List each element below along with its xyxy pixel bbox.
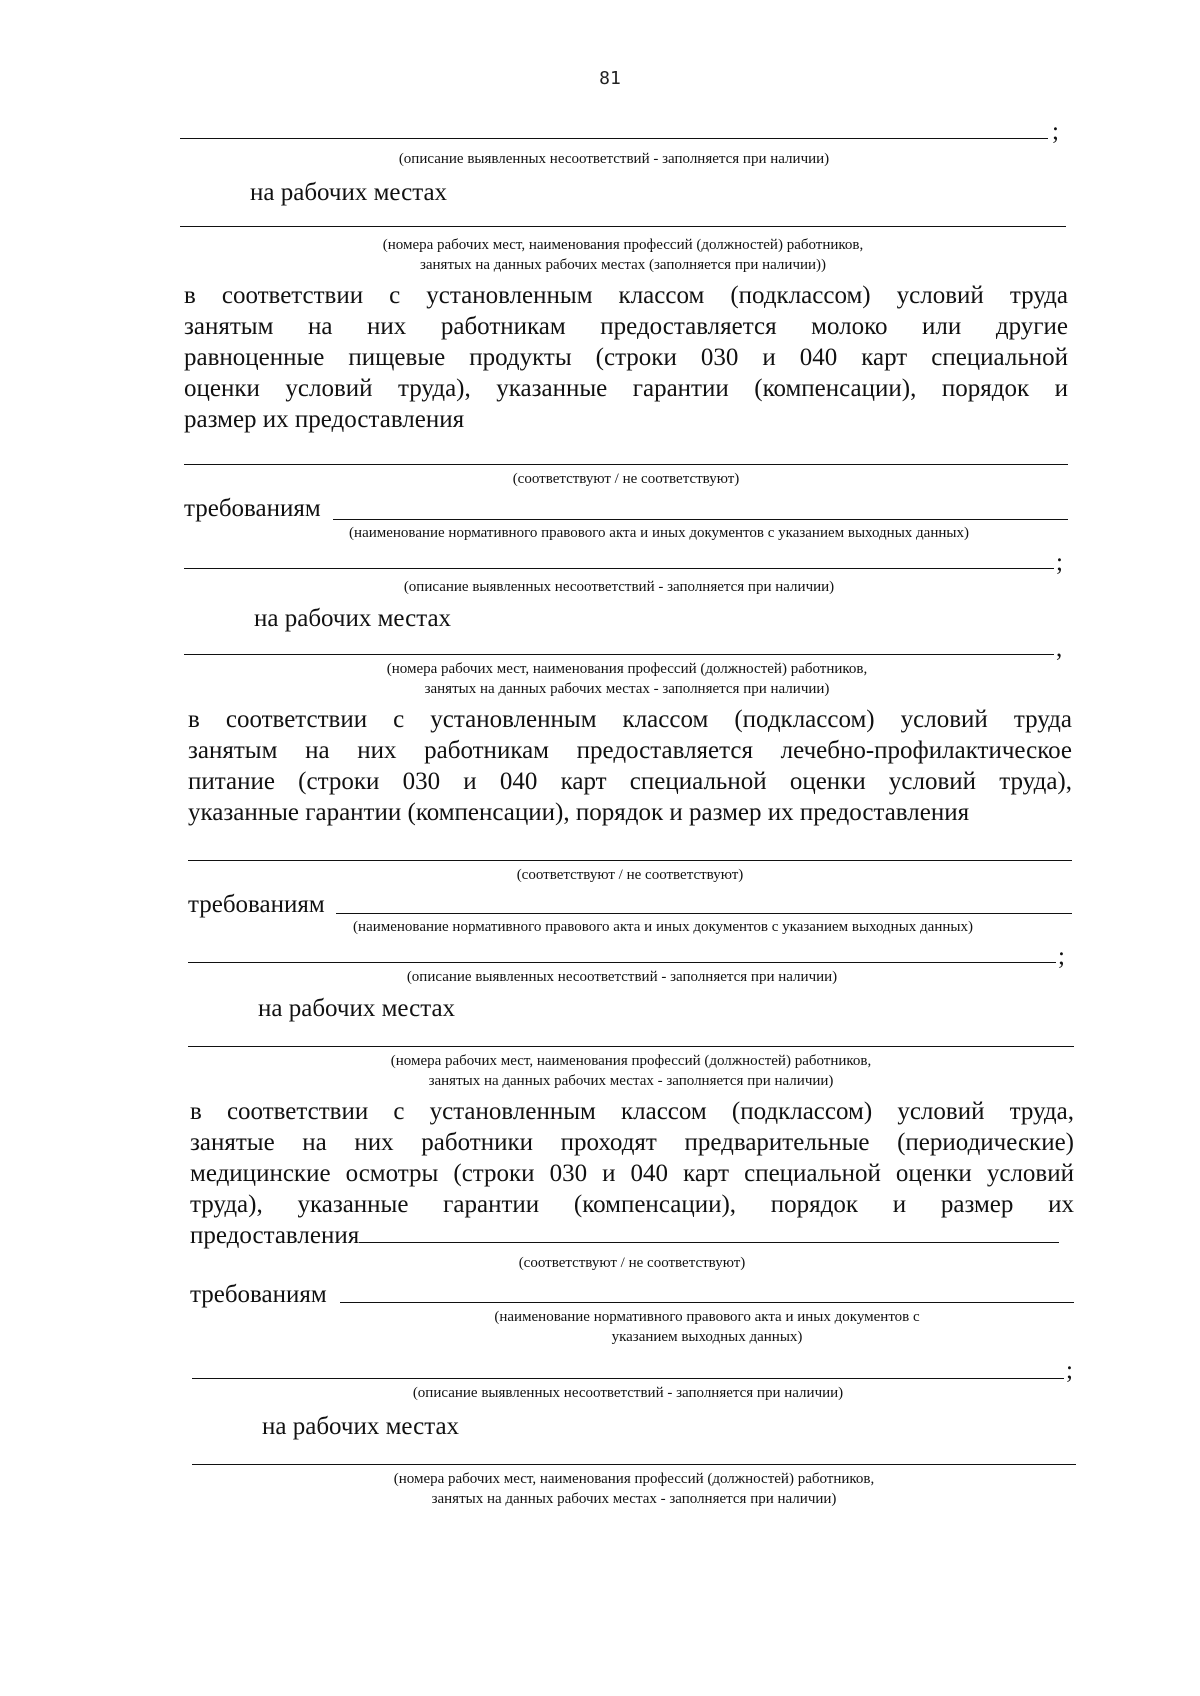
paragraph-line-text: предоставления — [190, 1222, 360, 1249]
semicolon: ; — [1058, 943, 1065, 970]
normative-act-line[interactable] — [336, 913, 1072, 914]
normative-act-caption: (наименование нормативного правового акта и иных документов с указанием выходных данных) — [349, 525, 969, 541]
workplaces-caption-line1: (номера рабочих мест, наименования профессий (должностей) работников, — [382, 237, 864, 253]
paragraph-milk — [184, 280, 1068, 435]
paragraph-medical — [190, 1096, 1074, 1251]
at-workplaces-label: на рабочих местах — [262, 1413, 460, 1440]
workplaces-caption-line1: (номера рабочих мест, наименования профессий (должностей) работников, — [390, 1053, 872, 1069]
nonconformity-line[interactable] — [192, 1378, 1064, 1379]
paragraph-line — [190, 1220, 1074, 1251]
conformity-caption: (соответствуют / не соответствуют) — [512, 471, 740, 487]
semicolon: ; — [1052, 118, 1059, 145]
paragraph-line: занятым на них работникам предоставляется молоко или другие — [184, 313, 1068, 340]
workplaces-line[interactable] — [188, 1046, 1074, 1047]
paragraph-line: размер их предоставления — [184, 406, 465, 433]
workplaces-line[interactable] — [180, 226, 1066, 227]
nonconformity-caption: (описание выявленных несоответствий - заполняется при наличии) — [406, 969, 838, 985]
paragraph-line: питание (строки 030 и 040 карт специальной оценки условий труда), — [188, 768, 1072, 795]
normative-act-caption-line1: (наименование нормативного правового акта и иных документов с — [494, 1309, 920, 1325]
paragraph-line: занятым на них работникам предоставляется лечебно-профилактическое — [188, 737, 1072, 764]
workplaces-caption-line2: занятых на данных рабочих местах (заполняется при наличии)) — [419, 257, 827, 273]
paragraph-line: в соответствии с установленным классом (подклассом) условий труда, — [190, 1098, 1074, 1125]
workplaces-line[interactable] — [192, 1464, 1076, 1465]
requirements-label: требованиям — [190, 1281, 327, 1308]
workplaces-line[interactable] — [184, 654, 1054, 655]
nonconformity-caption: (описание выявленных несоответствий - заполняется при наличии) — [403, 579, 835, 595]
workplaces-caption-line2: занятых на данных рабочих местах - заполняется при наличии) — [428, 1073, 834, 1089]
workplaces-caption-line2: занятых на данных рабочих местах - заполняется при наличии) — [424, 681, 830, 697]
page-number: 81 — [599, 68, 621, 89]
semicolon: ; — [1056, 549, 1063, 576]
nonconformity-caption: (описание выявленных несоответствий - заполняется при наличии) — [412, 1385, 844, 1401]
nonconformity-caption: (описание выявленных несоответствий - заполняется при наличии) — [398, 151, 830, 167]
requirements-label: требованиям — [184, 495, 321, 522]
workplaces-caption-line2: занятых на данных рабочих местах - заполняется при наличии) — [431, 1491, 837, 1507]
paragraph-line: равноценные пищевые продукты (строки 030 и 040 карт специальной — [184, 344, 1068, 371]
normative-act-line[interactable] — [340, 1302, 1074, 1303]
normative-act-caption-line2: указанием выходных данных) — [611, 1329, 803, 1345]
normative-act-line[interactable] — [333, 519, 1068, 520]
workplaces-caption-line1: (номера рабочих мест, наименования профессий (должностей) работников, — [393, 1471, 875, 1487]
conformity-line[interactable] — [188, 860, 1072, 861]
conformity-line[interactable] — [184, 464, 1068, 465]
comma: , — [1056, 635, 1063, 662]
paragraph-line: медицинские осмотры (строки 030 и 040 карт специальной оценки условий — [190, 1160, 1074, 1187]
at-workplaces-label: на рабочих местах — [258, 995, 456, 1022]
normative-act-caption: (наименование нормативного правового акта и иных документов с указанием выходных данных) — [353, 919, 973, 935]
paragraph-line: указанные гарантии (компенсации), порядок и размер их предоставления — [188, 799, 970, 826]
paragraph-line: труда), указанные гарантии (компенсации), порядок и размер их — [190, 1191, 1074, 1218]
paragraph-line: в соответствии с установленным классом (подклассом) условий труда — [184, 282, 1068, 309]
at-workplaces-label: на рабочих местах — [250, 179, 448, 206]
paragraph-line: в соответствии с установленным классом (подклассом) условий труда — [188, 706, 1072, 733]
semicolon: ; — [1066, 1357, 1073, 1384]
nonconformity-line[interactable] — [180, 138, 1048, 139]
conformity-caption: (соответствуют / не соответствуют) — [516, 867, 744, 883]
paragraph-line: оценки условий труда), указанные гарантии (компенсации), порядок и — [184, 375, 1068, 402]
paragraph-nutrition — [188, 704, 1072, 828]
at-workplaces-label: на рабочих местах — [254, 605, 452, 632]
workplaces-caption-line1: (номера рабочих мест, наименования профессий (должностей) работников, — [386, 661, 868, 677]
nonconformity-line[interactable] — [184, 568, 1054, 569]
conformity-caption: (соответствуют / не соответствуют) — [518, 1255, 746, 1271]
requirements-label: требованиям — [188, 891, 325, 918]
paragraph-line: занятые на них работники проходят предварительные (периодические) — [190, 1129, 1074, 1156]
nonconformity-line[interactable] — [188, 962, 1056, 963]
conformity-line[interactable] — [359, 1242, 1059, 1243]
